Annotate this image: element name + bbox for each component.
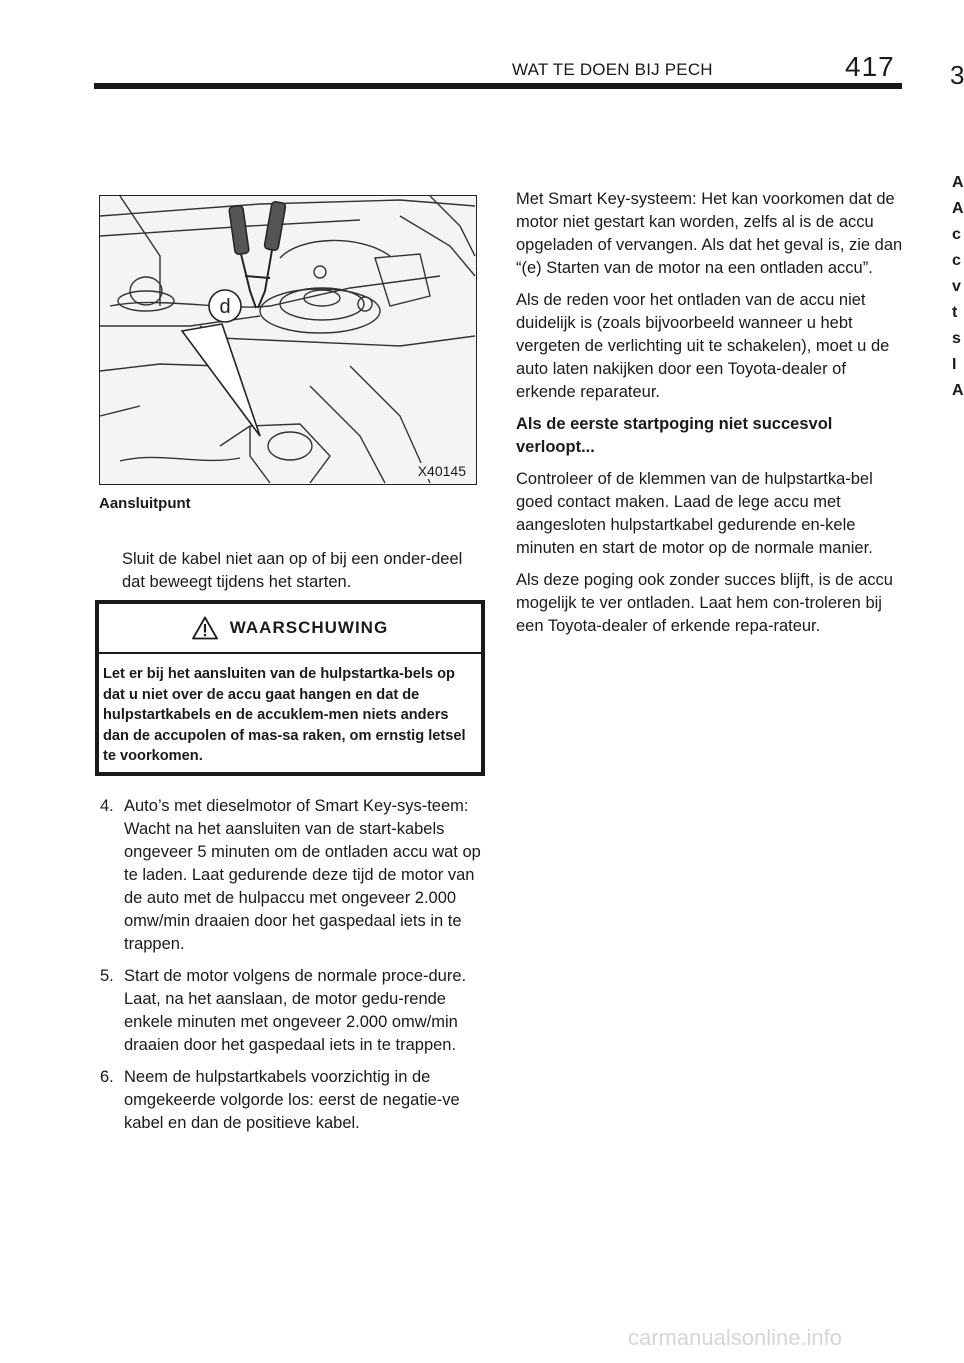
edge-letter: A [952, 174, 964, 191]
section-heading: Als de eerste startpoging niet succesvol verloopt... [516, 415, 833, 456]
header-rule [94, 83, 902, 89]
note-text: Sluit de kabel niet aan op of bij een onder-deel dat beweegt tijdens het starten. [122, 550, 463, 591]
paragraph-smart-key: Met Smart Key‑systeem: Het kan voorkomen dat de motor niet gestart kan worden, zelfs al is de accu opgeladen of vervangen. Als dat het geval is, zie dan “(e) Starten van de motor na een ontladen accu”. [516, 190, 903, 277]
page-number: 417 [845, 51, 895, 82]
step-text: Start de motor volgens de normale proce-dure. Laat, na het aanslaan, de motor gedu-rende enkele minuten met ongeveer 2.000 omw/min draaien door het gaspedaal iets in te trappen. [124, 967, 467, 1054]
warning-box [95, 600, 485, 776]
edge-letter: v [952, 278, 961, 295]
warning-header [99, 604, 481, 654]
figure-label: d [219, 296, 231, 318]
steps-list [100, 795, 485, 1144]
warning-triangle-icon [192, 616, 218, 640]
engine-bay-drawing [100, 196, 475, 483]
edge-letter: I [952, 356, 957, 373]
edge-letter: t [952, 304, 958, 321]
warning-title: WAARSCHUWING [229, 618, 389, 637]
figure-code: X40145 [417, 463, 466, 479]
list-item [100, 965, 485, 1057]
header-title: WAT TE DOEN BIJ PECH [512, 60, 713, 79]
list-item [100, 795, 485, 956]
step-number: 4. [100, 797, 114, 815]
edge-glyph: 3 [950, 60, 964, 90]
engine-illustration [99, 195, 477, 485]
step-text: Neem de hulpstartkabels voorzichtig in de omgekeerde volgorde los: eerst de negatie-ve kabel en dan de positieve kabel. [124, 1068, 460, 1132]
paragraph-check-clamps: Controleer of de klemmen van de hulpstartka-bel goed contact maken. Laad de lege accu met aangesloten hulpstartkabel gedurende en-kele minuten en start de motor op de normale manier. [516, 470, 873, 557]
edge-letter: A [952, 200, 964, 217]
step-text: Auto’s met dieselmotor of Smart Key‑sys-teem: Wacht na het aansluiten van de start-kabels ongeveer 5 minuten om de ontladen accu wat op te laden. Laat gedurende deze tijd de motor van de auto met de hulpaccu met ongeveer 2.000 omw/min draaien door het gaspedaal iets in te trappen. [124, 797, 481, 953]
edge-letters [952, 170, 964, 404]
edge-letter: c [952, 226, 961, 243]
edge-letter: s [952, 330, 961, 347]
edge-letter: c [952, 252, 961, 269]
list-item [100, 1066, 485, 1135]
paragraph-discharge-reason: Als de reden voor het ontladen van de accu niet duidelijk is (zoals bijvoorbeeld wanneer u hebt vergeten de verlichting uit te schakelen), moet u de auto laten nakijken door een Toyota‑dealer of erkende reparateur. [516, 291, 890, 401]
step-number: 6. [100, 1068, 114, 1086]
step-number: 5. [100, 967, 114, 985]
paragraph-battery-discharged: Als deze poging ook zonder succes blijft, is de accu mogelijk te ver ontladen. Laat hem con-troleren bij een Toyota‑dealer of erkende repa-rateur. [516, 571, 893, 635]
right-column [516, 188, 908, 647]
warning-body: Let er bij het aansluiten van de hulpstartka-bels op dat u niet over de accu gaat hangen en dat de hulpstartkabels en de accuklem-men niets anders dan de accupolen of mas-sa raken, om ernstig letsel te voorkomen. [103, 666, 466, 764]
figure-caption: Aansluitpunt [99, 495, 191, 512]
edge-letter: A [952, 382, 964, 399]
watermark: carmanualsonline.info [628, 1325, 843, 1350]
